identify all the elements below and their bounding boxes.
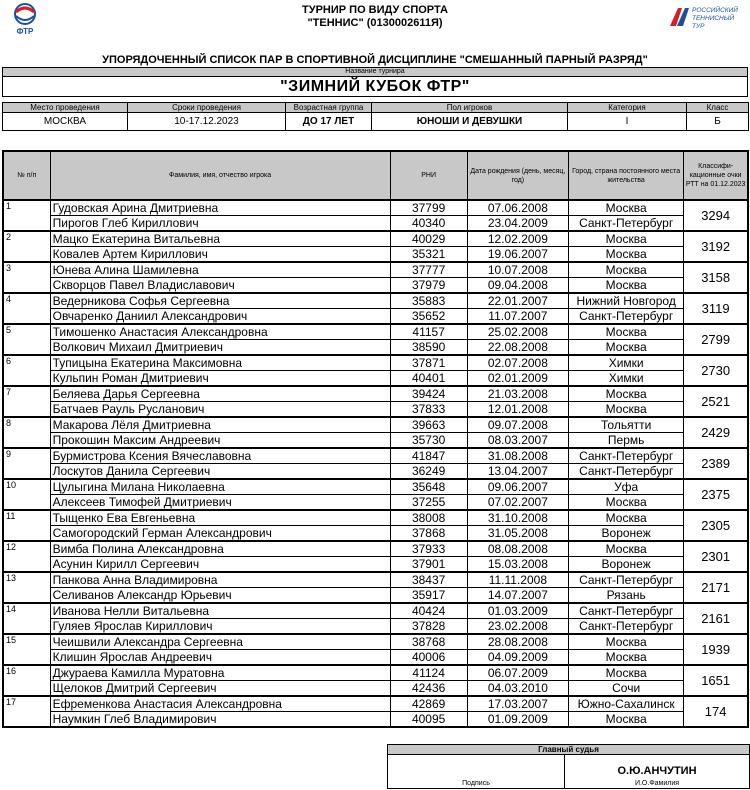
player-city: Южно-Сахалинск: [569, 696, 684, 712]
player-name: Селиванов Александр Юрьевич: [50, 588, 390, 604]
player-dob: 11.07.2007: [467, 309, 568, 325]
pair-number: 15: [3, 634, 50, 665]
player-dob: 11.11.2008: [467, 572, 568, 588]
player-dob: 22.01.2007: [467, 293, 568, 309]
player-city: Москва: [569, 262, 684, 278]
player-rni: 35917: [390, 588, 467, 604]
player-name: Ведерникова Софья Сергеевна: [50, 293, 390, 309]
table-row: [3, 216, 748, 232]
info-label-dates: Сроки проведения: [128, 103, 286, 113]
player-name: Кульпин Роман Дмитриевич: [50, 371, 390, 387]
pair-points: 2730: [684, 355, 748, 386]
table-row: [3, 355, 748, 371]
ftr-logo-text: ФТР: [16, 27, 34, 36]
table-row: [3, 464, 748, 480]
player-name: Лоскутов Данила Сергеевич: [50, 464, 390, 480]
pair-number: 1: [3, 200, 50, 231]
player-city: Москва: [569, 340, 684, 356]
header-title-line2: "ТЕННИС" (0130002611Я): [307, 17, 443, 29]
player-rni: 41847: [390, 448, 467, 464]
player-city: Рязань: [569, 588, 684, 604]
judge-name-sub: И.О.Фамилия: [634, 780, 680, 787]
signature-label: Подпись: [462, 780, 490, 787]
rtt-logo-line2: ТЕННИСНЫЙ: [692, 15, 735, 22]
header-city: Город, страна постоянного места жительства: [569, 151, 684, 200]
judge-name: О.Ю.АНЧУТИН: [617, 765, 697, 777]
pair-number: 10: [3, 479, 50, 510]
player-dob: 21.03.2008: [467, 386, 568, 402]
tournament-name-table: [2, 67, 748, 97]
player-rni: 42436: [390, 681, 467, 697]
rtt-logo-line3: ТУР: [692, 23, 705, 30]
player-rni: 38437: [390, 572, 467, 588]
table-row: [3, 603, 748, 619]
pair-number: 14: [3, 603, 50, 634]
player-dob: 13.04.2007: [467, 464, 568, 480]
player-city: Москва: [569, 231, 684, 247]
table-row: [3, 386, 748, 402]
pair-points: 2161: [684, 603, 748, 634]
player-rni: 38008: [390, 510, 467, 526]
header-name: Фамилия, имя, отчество игрока: [50, 151, 390, 200]
pair-points: 3192: [684, 231, 748, 262]
player-rni: 40424: [390, 603, 467, 619]
player-rni: 37979: [390, 278, 467, 294]
table-row: [3, 247, 748, 263]
player-name: Юнева Алина Шамилевна: [50, 262, 390, 278]
player-dob: 09.06.2007: [467, 479, 568, 495]
pairs-table: [2, 150, 749, 728]
table-row: [3, 231, 748, 247]
player-name: Тыщенко Ева Евгеньевна: [50, 510, 390, 526]
player-name: Прокошин Максим Андреевич: [50, 433, 390, 449]
document-header: [0, 4, 750, 30]
player-dob: 08.03.2007: [467, 433, 568, 449]
player-rni: 40095: [390, 712, 467, 728]
pair-number: 7: [3, 386, 50, 417]
pair-points: 2799: [684, 324, 748, 355]
table-row: [3, 557, 748, 573]
pair-points: 3294: [684, 200, 748, 231]
info-label-gender: Пол игроков: [372, 103, 568, 113]
player-rni: 38768: [390, 634, 467, 650]
table-row: [3, 619, 748, 635]
player-dob: 22.08.2008: [467, 340, 568, 356]
player-city: Нижний Новгород: [569, 293, 684, 309]
table-row: [3, 200, 748, 216]
player-dob: 04.03.2010: [467, 681, 568, 697]
player-city: Санкт-Петербург: [569, 572, 684, 588]
table-row: [3, 433, 748, 449]
pair-points: 174: [684, 696, 748, 727]
info-value-age: ДО 17 ЛЕТ: [286, 113, 372, 131]
info-label-class: Класс: [687, 103, 749, 113]
pair-points: 2429: [684, 417, 748, 448]
player-dob: 09.04.2008: [467, 278, 568, 294]
player-name: Чеишвили Александра Сергеевна: [50, 634, 390, 650]
player-name: Овчаренко Даниил Александрович: [50, 309, 390, 325]
player-city: Санкт-Петербург: [569, 216, 684, 232]
table-row: [3, 479, 748, 495]
player-city: Пермь: [569, 433, 684, 449]
signature-table: [387, 744, 750, 789]
player-city: Москва: [569, 247, 684, 263]
player-rni: 40006: [390, 650, 467, 666]
player-dob: 06.07.2009: [467, 665, 568, 681]
player-dob: 19.06.2007: [467, 247, 568, 263]
table-row: [3, 278, 748, 294]
header-rni: РНИ: [390, 151, 467, 200]
player-dob: 07.02.2007: [467, 495, 568, 511]
player-city: Москва: [569, 278, 684, 294]
player-city: Санкт-Петербург: [569, 309, 684, 325]
player-name: Цулыгина Милана Николаевна: [50, 479, 390, 495]
player-dob: 02.07.2008: [467, 355, 568, 371]
pair-points: 1939: [684, 634, 748, 665]
player-dob: 23.02.2008: [467, 619, 568, 635]
player-city: Москва: [569, 386, 684, 402]
pair-number: 12: [3, 541, 50, 572]
pair-points: 3158: [684, 262, 748, 293]
player-name: Пирогов Глеб Кириллович: [50, 216, 390, 232]
player-city: Москва: [569, 495, 684, 511]
pair-number: 2: [3, 231, 50, 262]
table-row: [3, 712, 748, 728]
player-rni: 37799: [390, 200, 467, 216]
player-rni: 37255: [390, 495, 467, 511]
player-dob: 25.02.2008: [467, 324, 568, 340]
player-city: Москва: [569, 402, 684, 418]
info-value-class: Б: [687, 113, 749, 131]
table-row: [3, 293, 748, 309]
player-rni: 35321: [390, 247, 467, 263]
player-city: Москва: [569, 541, 684, 557]
player-rni: 37828: [390, 619, 467, 635]
player-rni: 37933: [390, 541, 467, 557]
player-rni: 37901: [390, 557, 467, 573]
player-city: Химки: [569, 371, 684, 387]
pair-number: 17: [3, 696, 50, 727]
pair-number: 8: [3, 417, 50, 448]
player-dob: 17.03.2007: [467, 696, 568, 712]
player-name: Ефременкова Анастасия Александровна: [50, 696, 390, 712]
player-city: Санкт-Петербург: [569, 464, 684, 480]
tournament-name-label: Название турнира: [3, 68, 748, 77]
player-rni: 40401: [390, 371, 467, 387]
signature-cell: [388, 755, 565, 789]
header-points: Классифи-кационные очки РТТ на 01.12.2023: [684, 151, 748, 200]
player-rni: 38590: [390, 340, 467, 356]
player-rni: 36249: [390, 464, 467, 480]
player-name: Тимошенко Анастасия Александровна: [50, 324, 390, 340]
info-value-gender: ЮНОШИ И ДЕВУШКИ: [372, 113, 568, 131]
player-name: Скворцов Павел Владиславович: [50, 278, 390, 294]
pair-number: 11: [3, 510, 50, 541]
player-city: Санкт-Петербург: [569, 603, 684, 619]
table-row: [3, 541, 748, 557]
player-dob: 31.05.2008: [467, 526, 568, 542]
player-name: Панкова Анна Владимировна: [50, 572, 390, 588]
table-row: [3, 572, 748, 588]
player-rni: 37777: [390, 262, 467, 278]
info-label-place: Место проведения: [3, 103, 128, 113]
pair-number: 4: [3, 293, 50, 324]
player-city: Тольятти: [569, 417, 684, 433]
table-row: [3, 665, 748, 681]
pairs-body: [3, 200, 748, 727]
player-name: Вимба Полина Александровна: [50, 541, 390, 557]
player-name: Щелоков Дмитрий Сергеевич: [50, 681, 390, 697]
pair-number: 3: [3, 262, 50, 293]
player-dob: 04.09.2009: [467, 650, 568, 666]
list-title: УПОРЯДОЧЕННЫЙ СПИСОК ПАР В СПОРТИВНОЙ ДИСЦИПЛИНЕ "СМЕШАННЫЙ ПАРНЫЙ РАЗРЯД": [102, 54, 648, 66]
header-dob: Дата рождения (день, месяц, год): [467, 151, 568, 200]
player-city: Москва: [569, 634, 684, 650]
player-rni: 41157: [390, 324, 467, 340]
player-rni: 35652: [390, 309, 467, 325]
header-title-line1: ТУРНИР ПО ВИДУ СПОРТА: [302, 4, 448, 16]
pair-number: 9: [3, 448, 50, 479]
pair-points: 2305: [684, 510, 748, 541]
player-dob: 01.09.2009: [467, 712, 568, 728]
pair-points: 2375: [684, 479, 748, 510]
player-rni: 37868: [390, 526, 467, 542]
player-city: Сочи: [569, 681, 684, 697]
pair-points: 2389: [684, 448, 748, 479]
info-value-place: МОСКВА: [3, 113, 128, 131]
rtt-logo-line1: РОССИЙСКИЙ: [692, 7, 738, 14]
player-rni: 37871: [390, 355, 467, 371]
player-city: Москва: [569, 200, 684, 216]
info-value-category: I: [568, 113, 687, 131]
player-name: Беляева Дарья Сергеевна: [50, 386, 390, 402]
player-name: Асунин Кирилл Сергеевич: [50, 557, 390, 573]
tournament-name: "ЗИМНИЙ КУБОК ФТР": [3, 77, 748, 97]
player-city: Воронеж: [569, 526, 684, 542]
player-name: Волкович Михаил Дмитриевич: [50, 340, 390, 356]
table-row: [3, 681, 748, 697]
pair-number: 13: [3, 572, 50, 603]
player-name: Наумкин Глеб Владимирович: [50, 712, 390, 728]
player-name: Бурмистрова Ксения Вячеславовна: [50, 448, 390, 464]
player-rni: 39663: [390, 417, 467, 433]
player-dob: 31.10.2008: [467, 510, 568, 526]
table-row: [3, 448, 748, 464]
pair-points: 3119: [684, 293, 748, 324]
table-row: [3, 526, 748, 542]
player-rni: 35883: [390, 293, 467, 309]
table-row: [3, 262, 748, 278]
player-rni: 42869: [390, 696, 467, 712]
judge-name-cell: [565, 755, 750, 789]
player-city: Москва: [569, 650, 684, 666]
player-rni: 35730: [390, 433, 467, 449]
player-name: Батчаев Рауль Русланович: [50, 402, 390, 418]
player-dob: 23.04.2009: [467, 216, 568, 232]
info-label-age: Возрастная группа: [286, 103, 372, 113]
table-row: [3, 696, 748, 712]
player-city: Воронеж: [569, 557, 684, 573]
player-name: Клишин Ярослав Андреевич: [50, 650, 390, 666]
player-city: Москва: [569, 712, 684, 728]
table-row: [3, 650, 748, 666]
pair-number: 5: [3, 324, 50, 355]
pair-points: 1651: [684, 665, 748, 696]
player-name: Макарова Лёля Дмитриевна: [50, 417, 390, 433]
pair-points: 2171: [684, 572, 748, 603]
player-city: Москва: [569, 324, 684, 340]
player-dob: 12.01.2008: [467, 402, 568, 418]
player-dob: 07.06.2008: [467, 200, 568, 216]
player-name: Самогородский Герман Александрович: [50, 526, 390, 542]
table-row: [3, 634, 748, 650]
player-city: Санкт-Петербург: [569, 448, 684, 464]
player-dob: 15.03.2008: [467, 557, 568, 573]
player-name: Ковалев Артем Кириллович: [50, 247, 390, 263]
player-dob: 09.07.2008: [467, 417, 568, 433]
player-dob: 28.08.2008: [467, 634, 568, 650]
table-row: [3, 309, 748, 325]
player-name: Алексеев Тимофей Дмитриевич: [50, 495, 390, 511]
player-rni: 41124: [390, 665, 467, 681]
player-city: Москва: [569, 510, 684, 526]
player-name: Иванова Нелли Витальевна: [50, 603, 390, 619]
player-name: Мацко Екатерина Витальевна: [50, 231, 390, 247]
pair-points: 2521: [684, 386, 748, 417]
player-dob: 31.08.2008: [467, 448, 568, 464]
table-row: [3, 588, 748, 604]
player-city: Санкт-Петербург: [569, 619, 684, 635]
pair-points: 2301: [684, 541, 748, 572]
table-row: [3, 402, 748, 418]
player-city: Химки: [569, 355, 684, 371]
info-value-dates: 10-17.12.2023: [128, 113, 286, 131]
player-name: Тупицына Екатерина Максимовна: [50, 355, 390, 371]
table-row: [3, 340, 748, 356]
player-name: Джураева Камилла Муратовна: [50, 665, 390, 681]
chief-judge-label: Главный судья: [388, 745, 750, 755]
header-num: № п/п: [3, 151, 50, 200]
info-label-category: Категория: [568, 103, 687, 113]
table-row: [3, 324, 748, 340]
player-city: Москва: [569, 665, 684, 681]
player-dob: 08.08.2008: [467, 541, 568, 557]
player-dob: 14.07.2007: [467, 588, 568, 604]
player-rni: 39424: [390, 386, 467, 402]
player-dob: 02.01.2009: [467, 371, 568, 387]
player-city: Уфа: [569, 479, 684, 495]
player-name: Гуляев Ярослав Кириллович: [50, 619, 390, 635]
pair-number: 6: [3, 355, 50, 386]
player-dob: 12.02.2009: [467, 231, 568, 247]
player-rni: 40340: [390, 216, 467, 232]
table-row: [3, 510, 748, 526]
player-rni: 35648: [390, 479, 467, 495]
player-rni: 40029: [390, 231, 467, 247]
table-row: [3, 371, 748, 387]
player-rni: 37833: [390, 402, 467, 418]
table-row: [3, 495, 748, 511]
player-name: Гудовская Арина Дмитриевна: [50, 200, 390, 216]
player-dob: 10.07.2008: [467, 262, 568, 278]
pair-number: 16: [3, 665, 50, 696]
table-row: [3, 417, 748, 433]
tournament-info-table: [2, 102, 749, 131]
player-dob: 01.03.2009: [467, 603, 568, 619]
